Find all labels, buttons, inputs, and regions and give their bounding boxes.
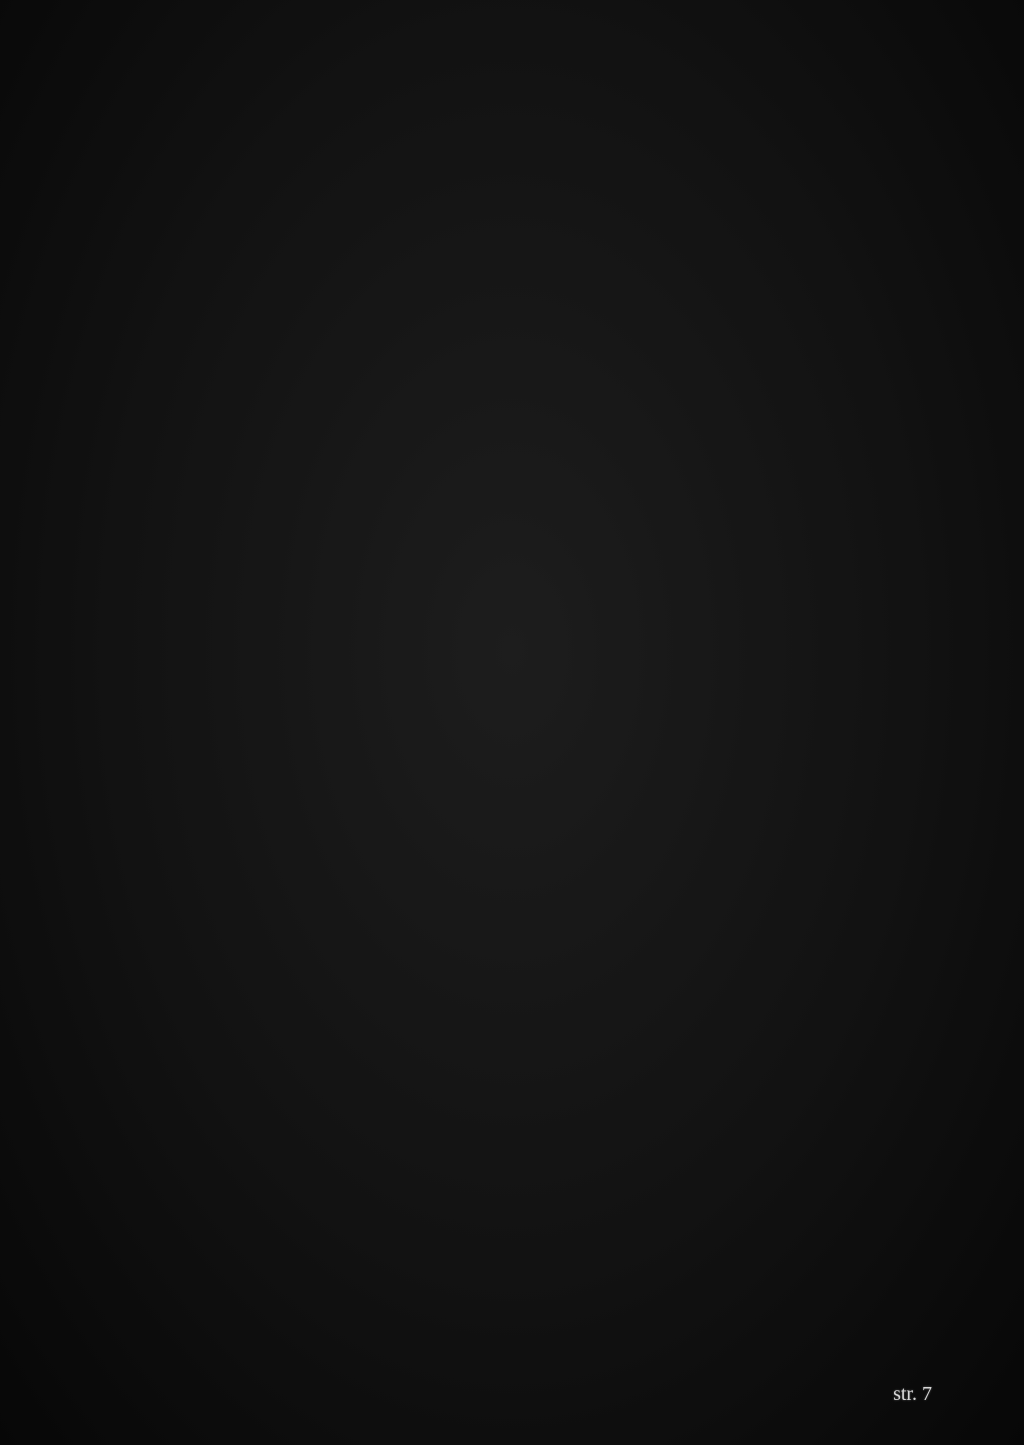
page-number: str. 7	[893, 1383, 932, 1405]
document-body	[146, 138, 934, 146]
